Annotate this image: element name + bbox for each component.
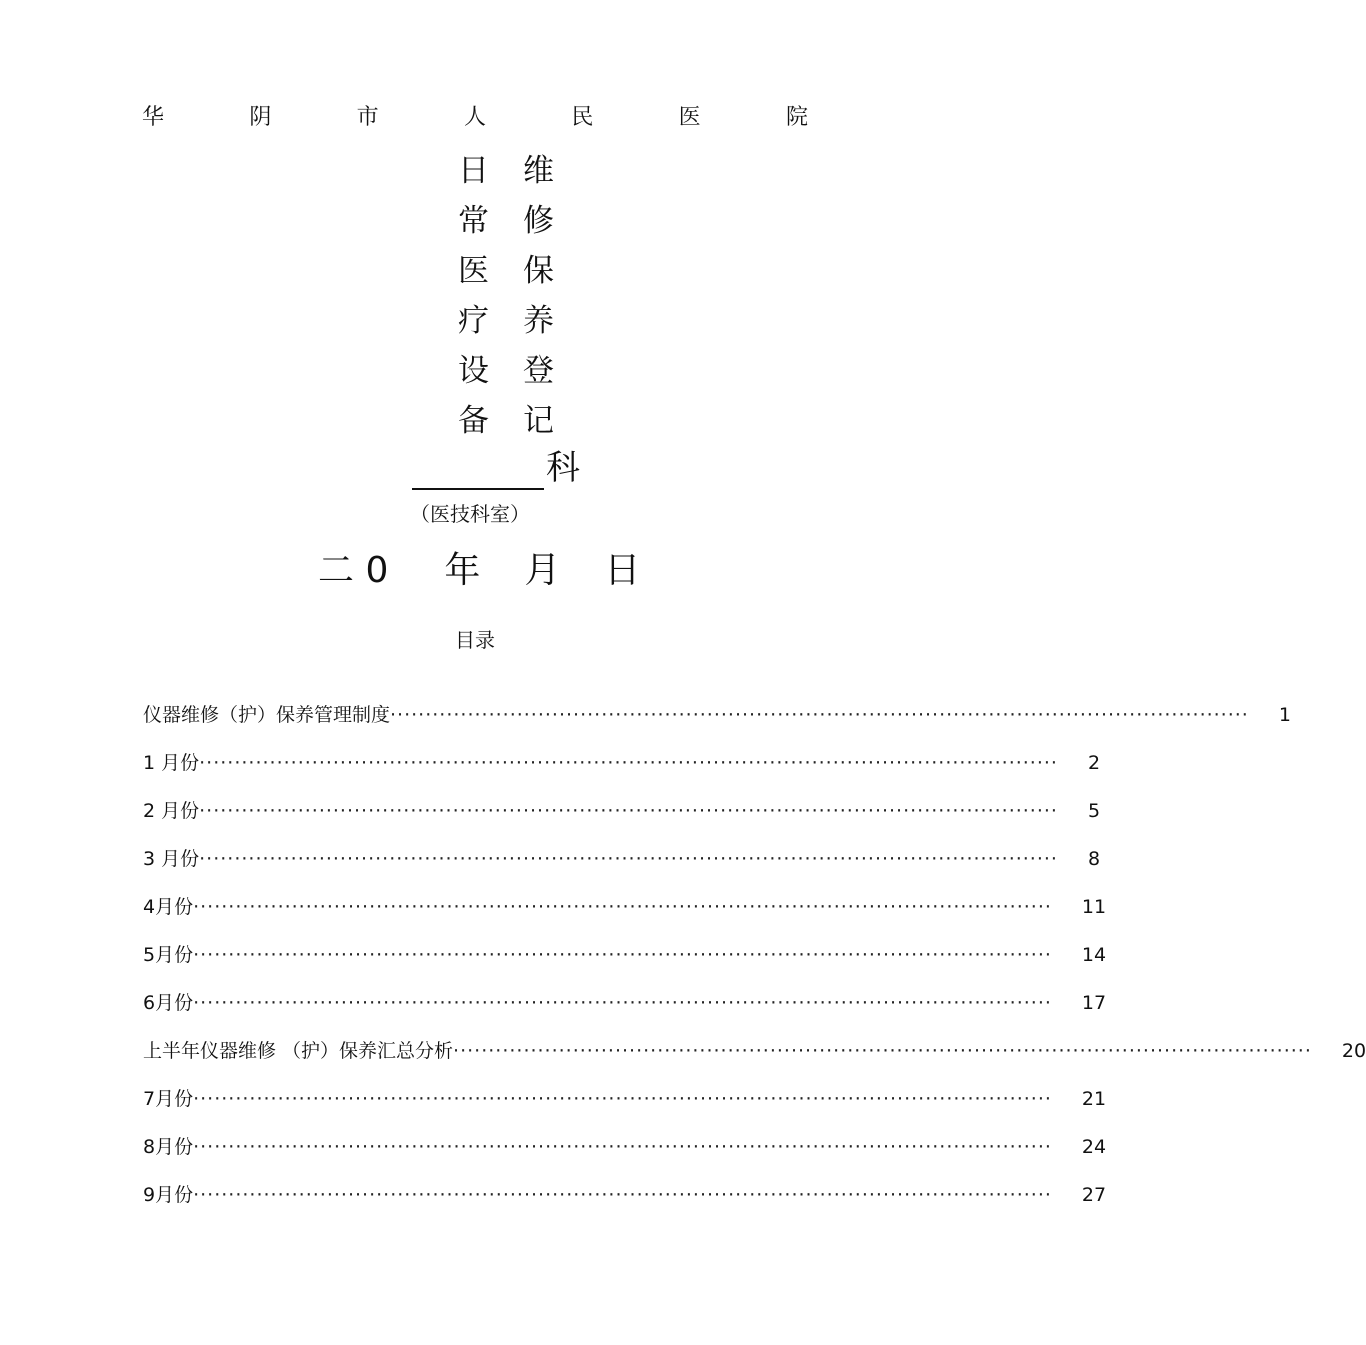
- toc-entry[interactable]: [143, 892, 1107, 940]
- toc-title: 目录: [455, 628, 495, 652]
- toc-entry-label: 上半年仪器维修 （护）保养汇总分析: [143, 1040, 454, 1062]
- title-char: 常: [458, 203, 489, 239]
- toc-entry[interactable]: [143, 700, 1291, 748]
- toc-entry-page: 1: [1278, 704, 1291, 726]
- hospital-char: 市: [356, 105, 379, 130]
- department-line: [412, 446, 580, 490]
- toc-entry[interactable]: [143, 748, 1101, 796]
- hospital-char: 院: [785, 105, 808, 130]
- toc-leader-dots: ··························································································································: [193, 992, 1052, 1014]
- toc-entry-page: 27: [1081, 1184, 1107, 1206]
- title-char: 登: [523, 353, 554, 389]
- title-char: 备: [458, 403, 489, 439]
- toc-entry[interactable]: [143, 988, 1107, 1036]
- toc-entry-page: 2: [1087, 752, 1101, 774]
- toc-entry-page: 20: [1341, 1040, 1366, 1062]
- toc-leader-dots: ··························································································································: [193, 944, 1052, 966]
- date-prefix: 二 0: [318, 550, 389, 591]
- toc-entry-label: 7月份: [143, 1088, 194, 1110]
- title-char: 日: [458, 153, 489, 189]
- toc-entry-label: 2 月份: [143, 800, 200, 822]
- date-line: [318, 542, 640, 593]
- department-blank: [412, 454, 544, 490]
- toc-entry-label: 5月份: [143, 944, 194, 966]
- title-char: 保: [523, 253, 554, 289]
- toc-entry-label: 6月份: [143, 992, 194, 1014]
- toc-entry-label: 1 月份: [143, 752, 200, 774]
- title-char: 疗: [458, 303, 489, 339]
- date-month: 月: [524, 550, 561, 591]
- hospital-char: 人: [463, 105, 486, 130]
- toc-entry[interactable]: [143, 844, 1101, 892]
- toc-entry-page: 8: [1087, 848, 1101, 870]
- toc-entry-label: 8月份: [143, 1136, 194, 1158]
- toc-entry-label: 4月份: [143, 896, 194, 918]
- toc-entry[interactable]: [143, 940, 1107, 988]
- title-column-left: [458, 146, 489, 446]
- title-char: 医: [458, 253, 489, 289]
- toc-entry-label: 仪器维修（护）保养管理制度: [143, 704, 391, 726]
- date-day: 日: [604, 550, 641, 591]
- toc-leader-dots: ··························································································································: [199, 848, 1058, 870]
- toc-leader-dots: ··························································································································: [390, 704, 1249, 726]
- toc-entry-page: 11: [1081, 896, 1107, 918]
- title-char: 修: [523, 203, 554, 239]
- title-char: 养: [523, 303, 554, 339]
- hospital-char: 医: [678, 105, 701, 130]
- toc-entry-page: 5: [1087, 800, 1101, 822]
- toc-entry[interactable]: [143, 1084, 1107, 1132]
- title-column-right: [523, 146, 554, 446]
- hospital-name: [142, 100, 808, 131]
- toc-entry-page: 21: [1081, 1088, 1107, 1110]
- hospital-char: 阴: [249, 105, 272, 130]
- toc-leader-dots: ··························································································································: [193, 1136, 1052, 1158]
- title-char: 维: [523, 153, 554, 189]
- toc-entry-page: 17: [1081, 992, 1107, 1014]
- toc-leader-dots: ··························································································································: [199, 752, 1058, 774]
- toc-entry-label: 3 月份: [143, 848, 200, 870]
- title-char: 设: [458, 353, 489, 389]
- date-year: 年: [444, 550, 481, 591]
- toc-leader-dots: ··························································································································: [193, 1088, 1052, 1110]
- department-suffix: 科: [546, 448, 580, 488]
- toc-entry-label: 9月份: [143, 1184, 194, 1206]
- toc-leader-dots: ··························································································································: [199, 800, 1058, 822]
- hospital-char: 华: [142, 105, 165, 130]
- document-title: [458, 146, 554, 446]
- toc-leader-dots: ··························································································································: [193, 896, 1052, 918]
- toc-entry-page: 24: [1081, 1136, 1107, 1158]
- toc-leader-dots: ··························································································································: [193, 1184, 1052, 1206]
- toc-entry-page: 14: [1081, 944, 1107, 966]
- department-subtitle: （医技科室）: [410, 502, 530, 526]
- hospital-char: 民: [571, 105, 594, 130]
- title-char: 记: [523, 403, 554, 439]
- toc-entry[interactable]: [143, 1132, 1107, 1180]
- toc-leader-dots: ··························································································································: [453, 1040, 1312, 1062]
- toc-entry[interactable]: [143, 796, 1101, 844]
- toc-entry[interactable]: [143, 1180, 1107, 1228]
- toc-entry[interactable]: [143, 1036, 1366, 1084]
- table-of-contents: [143, 700, 1366, 1228]
